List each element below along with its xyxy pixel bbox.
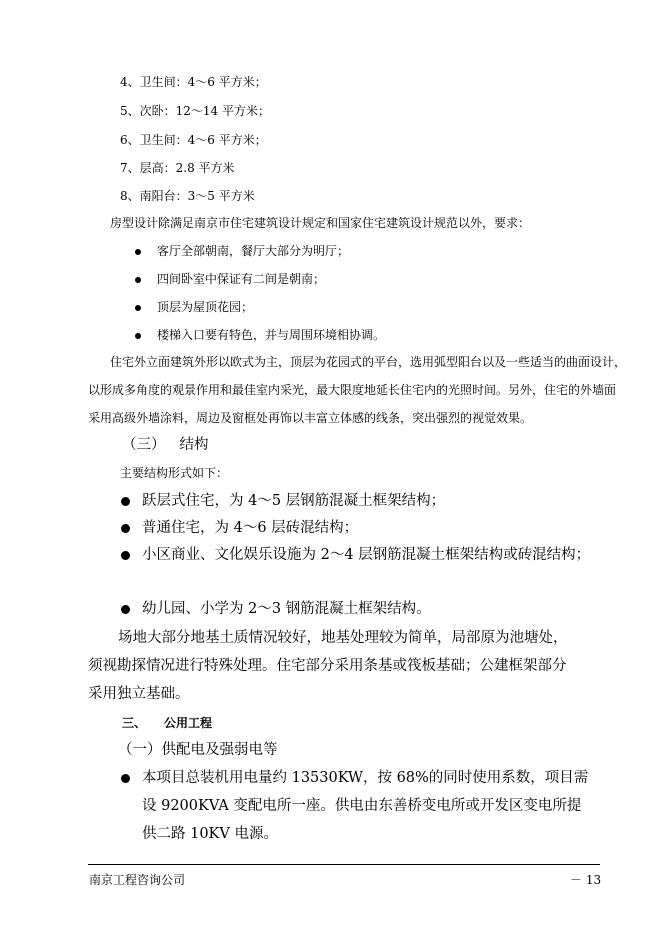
facade-line: 以形成多角度的观景作用和最佳室内采光，最大限度地延长住宅内的光照时间。另外，住宅的外墙面	[88, 383, 617, 397]
design-requirement-intro: 房型设计除满足南京市住宅建筑设计规定和国家住宅建筑设计规范以外，要求：	[110, 216, 531, 230]
structure-intro: 主要结构形式如下：	[120, 466, 229, 480]
footer-company: 南京工程咨询公司	[89, 873, 186, 887]
room-text: 南阳台：3～5 平方米	[139, 189, 255, 203]
bullet-icon	[121, 605, 130, 614]
section-heading-structure	[122, 433, 209, 454]
room-num: 7、	[120, 161, 140, 175]
room-text: 次卧：12～14 平方米；	[139, 104, 270, 118]
structure-item	[121, 597, 431, 618]
section-title: 公用工程	[164, 716, 213, 730]
footer-rule	[88, 864, 600, 865]
room-text: 卫生间：4～6 平方米；	[139, 133, 267, 147]
subsection-heading-power: （一）供配电及强弱电等	[118, 742, 278, 758]
bullet-icon	[121, 524, 130, 533]
structure-text: 小区商业、文化娱乐设施为 2～4 层钢筋混凝土框架结构或砖混结构；	[142, 547, 591, 563]
structure-text: 普通住宅，为 4～6 层砖混结构；	[142, 520, 359, 536]
structure-item	[121, 489, 445, 510]
power-line: 设 9200KVA 变配电所一座。供电由东善桥变电所或开发区变电所提	[142, 798, 582, 814]
section-number: 三、	[122, 716, 147, 730]
room-num: 8、	[120, 189, 140, 203]
facade-line: 采用高级外墙涂料，周边及窗框处再饰以丰富立体感的线条，突出强烈的视觉效果。	[88, 411, 533, 425]
req-item	[135, 270, 325, 287]
req-text: 四间卧室中保证有二间是朝南；	[157, 272, 326, 286]
power-text: 本项目总装机用电量约 13530KW，按 68%的同时使用系数，项目需	[142, 770, 589, 786]
section-heading-public-works	[122, 714, 212, 731]
req-item	[135, 298, 253, 315]
bullet-icon	[135, 333, 141, 339]
foundation-line: 采用独立基础。	[88, 686, 190, 702]
structure-item	[121, 543, 590, 564]
room-item	[120, 159, 235, 176]
foundation-line: 场地大部分地基土质情况较好，地基处理较为简单，局部原为池塘处，	[118, 630, 568, 646]
room-text: 卫生间：4～6 平方米；	[139, 75, 267, 89]
power-line: 供二路 10KV 电源。	[142, 826, 278, 842]
structure-text: 幼儿园、小学为 2～3 钢筋混凝土框架结构。	[142, 601, 431, 617]
section-number: （三）	[122, 437, 166, 453]
facade-line: 住宅外立面建筑外形以欧式为主，顶层为花园式的平台，选用弧型阳台以及一些适当的曲面设计，	[110, 355, 627, 369]
req-text: 客厅全部朝南，餐厅大部分为明厅；	[157, 244, 350, 258]
room-num: 6、	[120, 133, 140, 147]
footer-page-number: － 13	[570, 873, 602, 887]
structure-text: 跃层式住宅，为 4～5 层钢筋混凝土框架结构；	[142, 493, 446, 509]
bullet-icon	[135, 305, 141, 311]
bullet-icon	[121, 774, 130, 783]
room-text: 层高：2.8 平方米	[139, 161, 235, 175]
req-item	[135, 242, 349, 259]
req-text: 楼梯入口要有特色，并与周围环境相协调。	[157, 328, 386, 342]
room-num: 4、	[120, 75, 140, 89]
room-num: 5、	[120, 104, 140, 118]
foundation-line: 须视勘探情况进行特殊处理。住宅部分采用条基或筏板基础；公建框架部分	[88, 658, 567, 674]
structure-item	[121, 516, 358, 537]
section-title: 结构	[179, 437, 209, 453]
power-item	[121, 766, 588, 787]
room-item	[120, 73, 267, 90]
room-item	[120, 102, 270, 119]
bullet-icon	[135, 277, 141, 283]
room-item	[120, 131, 267, 148]
req-text: 顶层为屋顶花园；	[157, 300, 254, 314]
room-item	[120, 187, 255, 204]
bullet-icon	[121, 551, 130, 560]
bullet-icon	[135, 249, 141, 255]
req-item	[135, 326, 385, 343]
bullet-icon	[121, 497, 130, 506]
